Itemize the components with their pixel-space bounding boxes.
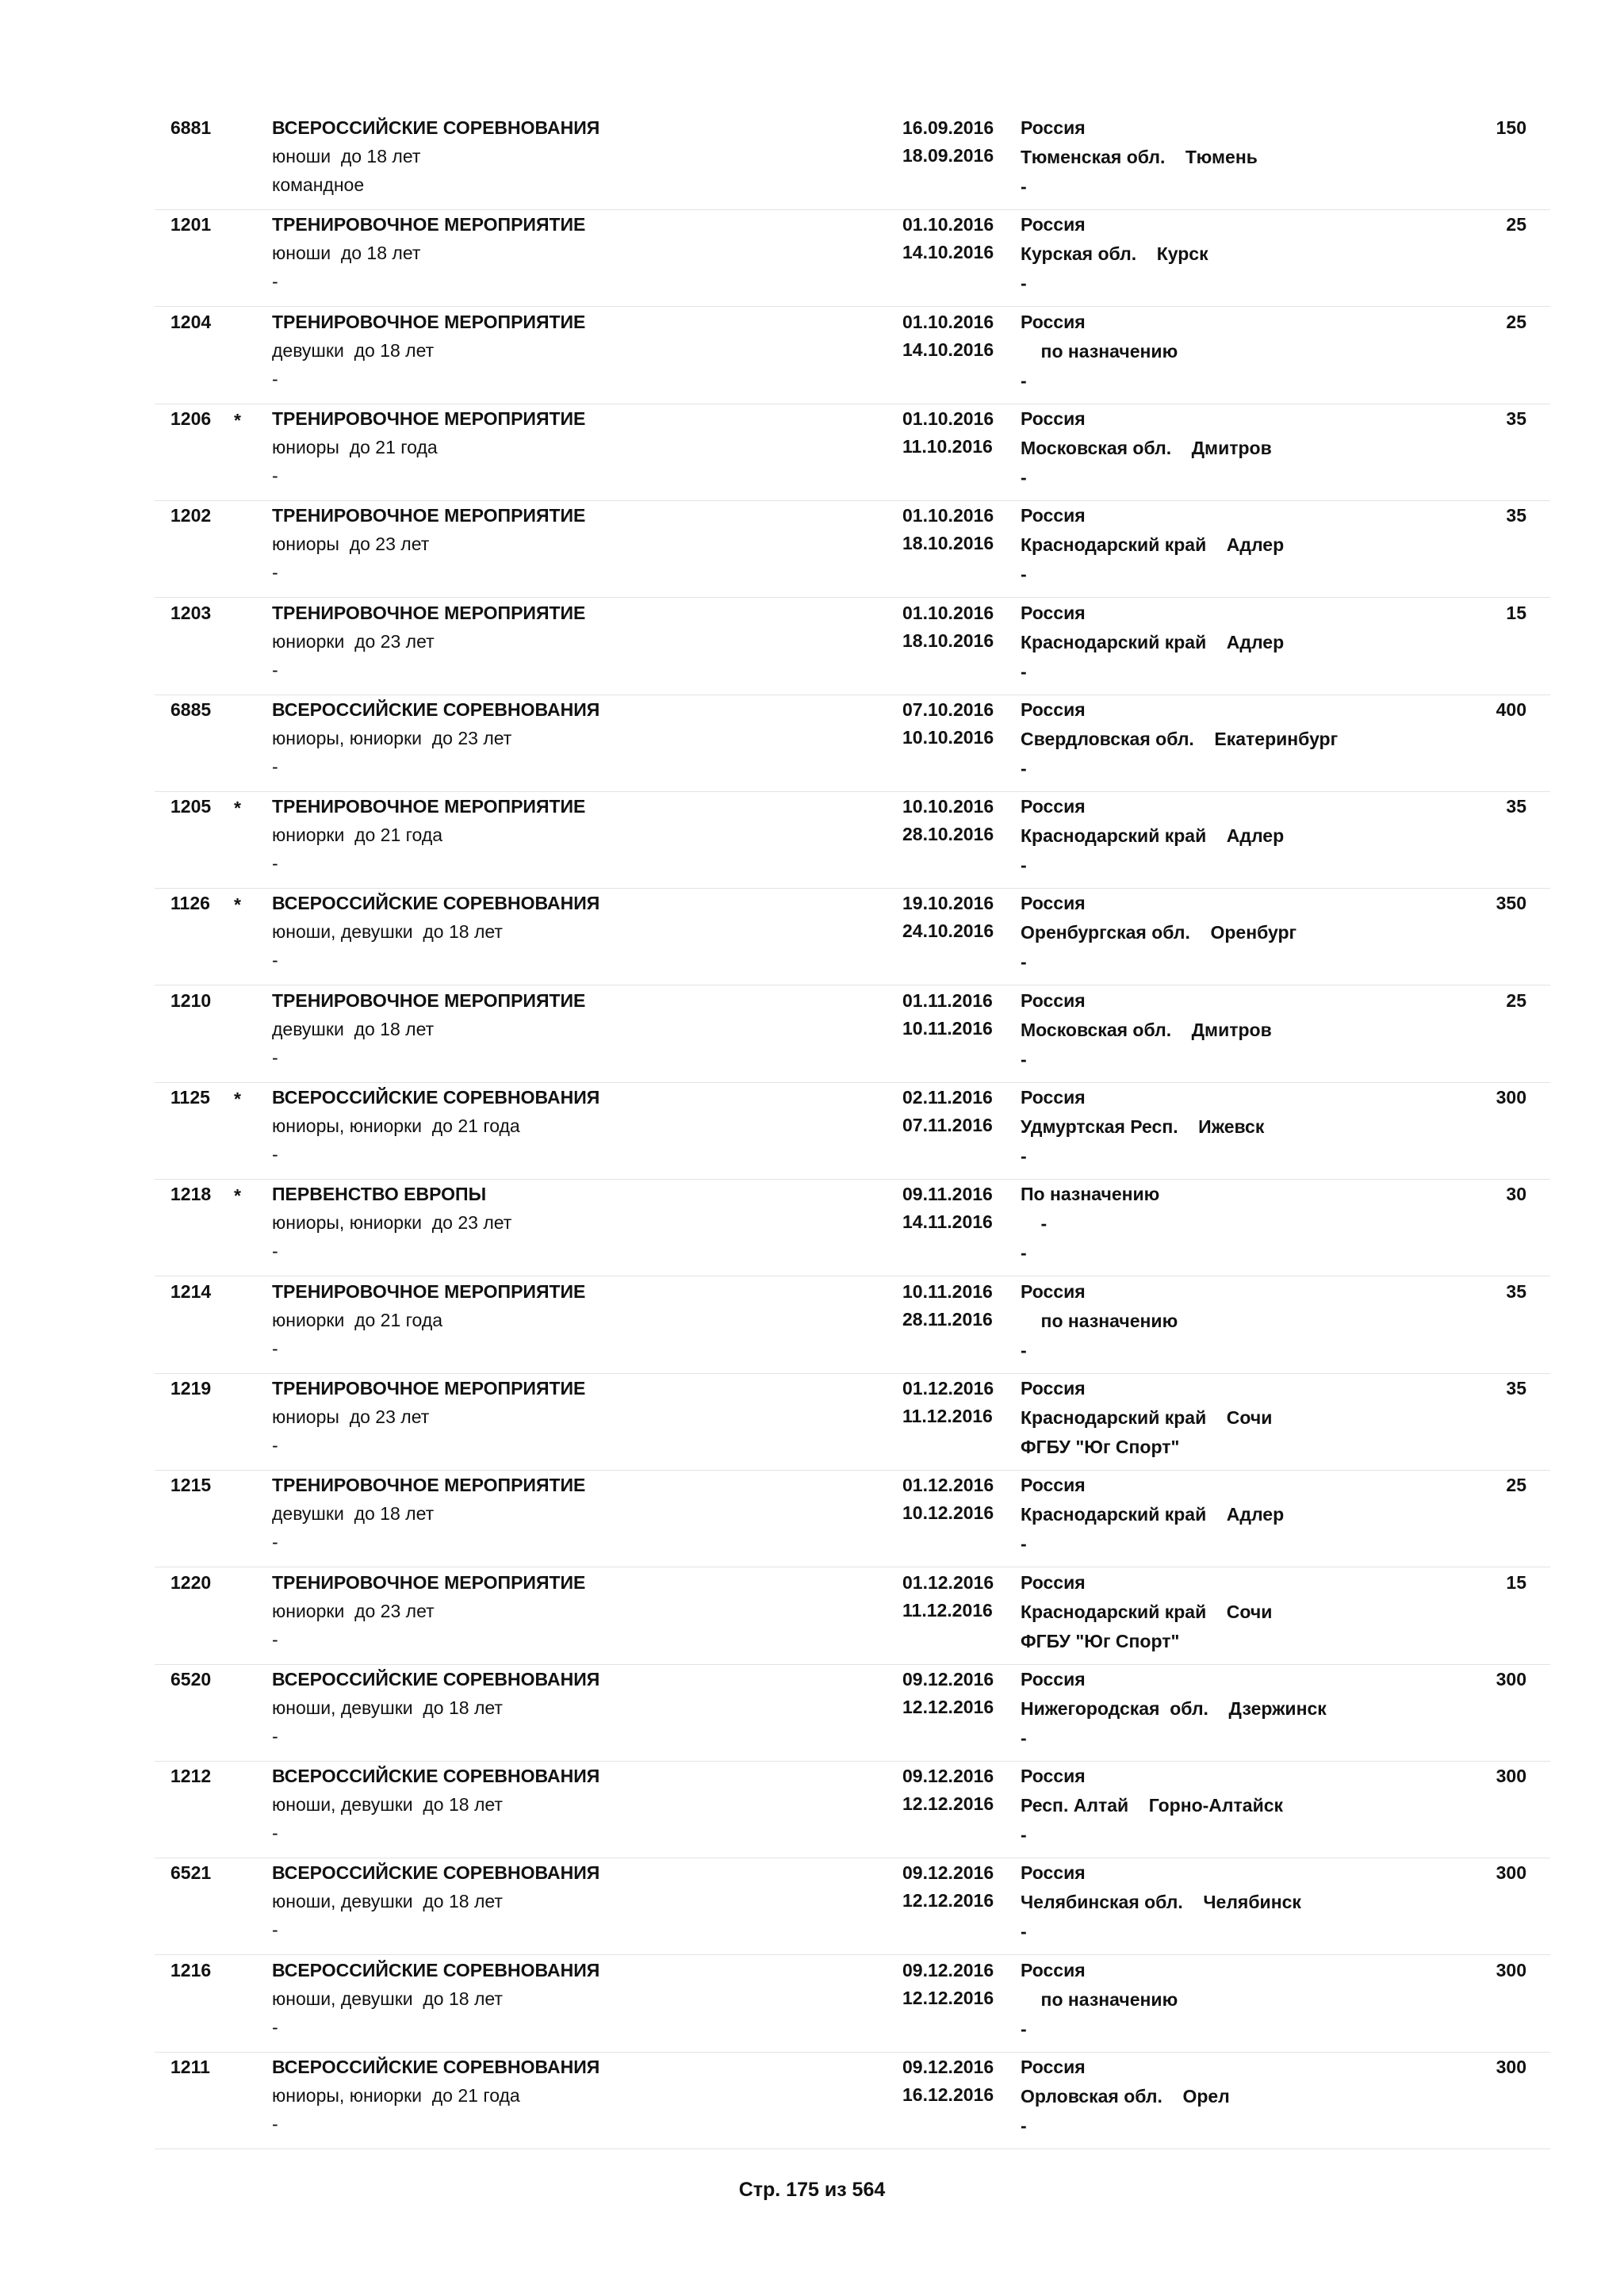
end-date: 11.12.2016 <box>902 1599 993 1621</box>
participant-count: 25 <box>1506 311 1526 332</box>
country: Россия <box>1021 1668 1086 1689</box>
participant-count: 350 <box>1496 893 1526 914</box>
country: Россия <box>1021 2057 1086 2077</box>
country: Россия <box>1021 1571 1086 1593</box>
event-title: ВСЕРОССИЙСКИЕ СОРЕВНОВАНИЯ <box>272 117 600 138</box>
event-title: ПЕРВЕНСТВО ЕВРОПЫ <box>272 1184 487 1205</box>
participant-count: 300 <box>1496 1766 1526 1787</box>
event-note: - <box>272 368 278 389</box>
event-note: - <box>272 1919 278 1941</box>
asterisk-mark: * <box>234 798 241 819</box>
event-id: 6521 <box>170 1862 212 1884</box>
age-group: юниоры, юниорки до 23 лет <box>272 1212 512 1234</box>
event-id: 1216 <box>170 1959 212 1980</box>
event-title: ТРЕНИРОВОЧНОЕ МЕРОПРИЯТИЕ <box>272 311 586 332</box>
end-date: 12.12.2016 <box>902 1987 994 2008</box>
event-title: ВСЕРОССИЙСКИЕ СОРЕВНОВАНИЯ <box>272 698 600 720</box>
event-row <box>155 113 1550 210</box>
start-date: 01.10.2016 <box>902 602 994 623</box>
event-row <box>155 1665 1550 1762</box>
participant-count: 300 <box>1496 1959 1526 1980</box>
start-date: 01.12.2016 <box>902 1377 994 1399</box>
country: По назначению <box>1021 1184 1160 1205</box>
event-row <box>155 889 1550 985</box>
participant-count: 35 <box>1506 408 1526 429</box>
age-group: юниорки до 23 лет <box>272 630 435 652</box>
event-row <box>155 1374 1550 1471</box>
country: Россия <box>1021 505 1086 526</box>
event-note: - <box>272 2114 278 2134</box>
region-city: Краснодарский край Адлер <box>1021 825 1285 847</box>
age-group: девушки до 18 лет <box>272 1018 435 1039</box>
event-note: - <box>272 853 278 874</box>
asterisk-mark: * <box>234 409 241 430</box>
age-group: юниоры до 23 лет <box>272 534 430 555</box>
participant-count: 300 <box>1496 1862 1526 1884</box>
event-title: ВСЕРОССИЙСКИЕ СОРЕВНОВАНИЯ <box>272 1087 600 1108</box>
participant-count: 400 <box>1496 698 1526 720</box>
event-id: 1215 <box>170 1475 212 1496</box>
region-city: Краснодарский край Адлер <box>1021 534 1285 556</box>
event-id: 1125 <box>170 1087 210 1108</box>
country: Россия <box>1021 989 1086 1011</box>
event-note: - <box>272 1241 278 1262</box>
region-city: Орловская обл. Орел <box>1021 2086 1230 2107</box>
event-note: - <box>272 1823 278 1844</box>
venue: - <box>1021 1242 1027 1264</box>
age-group: юниорки до 21 года <box>272 825 443 846</box>
start-date: 07.10.2016 <box>902 698 994 720</box>
country: Россия <box>1021 117 1086 138</box>
region-city: Тюменская обл. Тюмень <box>1021 147 1258 167</box>
country: Россия <box>1021 1280 1086 1302</box>
event-title: ТРЕНИРОВОЧНОЕ МЕРОПРИЯТИЕ <box>272 796 586 817</box>
country: Россия <box>1021 311 1086 332</box>
end-date: 10.11.2016 <box>902 1017 993 1039</box>
event-title: ТРЕНИРОВОЧНОЕ МЕРОПРИЯТИЕ <box>272 1377 586 1399</box>
region-city: по назначению <box>1021 1310 1178 1331</box>
participant-count: 35 <box>1506 1377 1526 1399</box>
event-note: - <box>272 2016 278 2038</box>
participant-count: 25 <box>1506 989 1526 1011</box>
age-group: юноши до 18 лет <box>272 146 421 166</box>
end-date: 14.11.2016 <box>902 1211 993 1233</box>
participant-count: 25 <box>1506 214 1526 235</box>
start-date: 10.11.2016 <box>902 1280 993 1302</box>
venue: - <box>1021 660 1027 682</box>
event-title: ТРЕНИРОВОЧНОЕ МЕРОПРИЯТИЕ <box>272 602 586 623</box>
event-row <box>155 1180 1550 1276</box>
event-row <box>155 599 1550 695</box>
event-title: ВСЕРОССИЙСКИЕ СОРЕВНОВАНИЯ <box>272 1766 600 1787</box>
end-date: 11.12.2016 <box>902 1405 993 1426</box>
start-date: 09.11.2016 <box>902 1184 993 1205</box>
event-note: - <box>272 1628 278 1650</box>
region-city: Московская обл. Дмитров <box>1021 1019 1272 1040</box>
region-city: Респ. Алтай Горно-Алтайск <box>1021 1795 1284 1816</box>
event-row <box>155 501 1550 598</box>
start-date: 10.10.2016 <box>902 796 994 817</box>
event-id: 6885 <box>170 698 212 720</box>
end-date: 28.10.2016 <box>902 824 994 845</box>
participant-count: 15 <box>1506 1571 1526 1593</box>
venue: - <box>1021 1824 1027 1846</box>
start-date: 01.12.2016 <box>902 1475 994 1496</box>
start-date: 09.12.2016 <box>902 1862 994 1884</box>
venue: - <box>1021 1339 1027 1360</box>
event-row <box>155 1568 1550 1665</box>
event-id: 1203 <box>170 602 212 623</box>
age-group: юниорки до 21 года <box>272 1309 443 1330</box>
country: Россия <box>1021 1862 1086 1884</box>
start-date: 01.10.2016 <box>902 505 994 526</box>
region-city: - <box>1021 1213 1048 1234</box>
event-row <box>155 1762 1550 1858</box>
participant-count: 35 <box>1506 1280 1526 1302</box>
region-city: Нижегородская обл. Дзержинск <box>1021 1697 1327 1719</box>
venue: - <box>1021 1048 1027 1070</box>
event-title: ВСЕРОССИЙСКИЕ СОРЕВНОВАНИЯ <box>272 1862 600 1884</box>
venue: - <box>1021 1921 1027 1942</box>
participant-count: 15 <box>1506 602 1526 623</box>
event-note: - <box>272 465 278 486</box>
event-title: ТРЕНИРОВОЧНОЕ МЕРОПРИЯТИЕ <box>272 505 586 526</box>
event-note: - <box>272 562 278 584</box>
region-city: по назначению <box>1021 1988 1178 2010</box>
venue: ФГБУ "Юг Спорт" <box>1021 1436 1180 1457</box>
event-id: 6881 <box>170 117 212 138</box>
venue: - <box>1021 757 1027 779</box>
event-row <box>155 1277 1550 1374</box>
event-row <box>155 695 1550 792</box>
event-row <box>155 1471 1550 1567</box>
age-group: юниорки до 23 лет <box>272 1600 435 1621</box>
event-title: ТРЕНИРОВОЧНОЕ МЕРОПРИЯТИЕ <box>272 1571 586 1593</box>
region-city: Курская обл. Курск <box>1021 243 1208 265</box>
asterisk-mark: * <box>234 1089 241 1109</box>
end-date: 11.10.2016 <box>902 435 993 457</box>
start-date: 09.12.2016 <box>902 1766 994 1787</box>
participant-count: 300 <box>1496 1087 1526 1108</box>
event-note: - <box>272 1434 278 1456</box>
age-group: юноши, девушки до 18 лет <box>272 1988 503 2009</box>
venue: - <box>1021 855 1027 876</box>
event-row <box>155 1858 1550 1955</box>
event-note: - <box>272 1047 278 1068</box>
start-date: 09.12.2016 <box>902 2057 994 2077</box>
participant-count: 25 <box>1506 1475 1526 1496</box>
page-number: Стр. 175 из 564 <box>738 2179 886 2201</box>
region-city: Краснодарский край Адлер <box>1021 631 1285 652</box>
country: Россия <box>1021 1087 1086 1108</box>
participant-count: 35 <box>1506 505 1526 526</box>
venue: - <box>1021 951 1027 973</box>
start-date: 02.11.2016 <box>902 1087 993 1108</box>
event-id: 1211 <box>170 2057 210 2077</box>
event-note: - <box>272 1725 278 1747</box>
end-date: 14.10.2016 <box>902 242 994 263</box>
event-note: - <box>272 1337 278 1359</box>
event-title: ТРЕНИРОВОЧНОЕ МЕРОПРИЯТИЕ <box>272 1280 586 1302</box>
event-id: 1204 <box>170 311 212 332</box>
start-date: 09.12.2016 <box>902 1668 994 1689</box>
venue: - <box>1021 1533 1027 1555</box>
venue: - <box>1021 466 1027 488</box>
country: Россия <box>1021 214 1086 235</box>
event-id: 1206 <box>170 408 212 429</box>
start-date: 01.11.2016 <box>902 989 993 1011</box>
event-id: 1202 <box>170 505 212 526</box>
end-date: 18.10.2016 <box>902 629 994 651</box>
participant-count: 300 <box>1496 1668 1526 1689</box>
event-title: ТРЕНИРОВОЧНОЕ МЕРОПРИЯТИЕ <box>272 214 586 235</box>
start-date: 16.09.2016 <box>902 117 994 138</box>
start-date: 01.10.2016 <box>902 214 994 235</box>
age-group: юноши, девушки до 18 лет <box>272 1891 503 1912</box>
venue: - <box>1021 2115 1027 2136</box>
event-row <box>155 1083 1550 1180</box>
end-date: 14.10.2016 <box>902 339 994 360</box>
age-group: юниоры до 23 лет <box>272 1406 430 1427</box>
age-group: девушки до 18 лет <box>272 1503 435 1525</box>
country: Россия <box>1021 1959 1086 1980</box>
event-title: ТРЕНИРОВОЧНОЕ МЕРОПРИЯТИЕ <box>272 1475 586 1496</box>
region-city: Удмуртская Респ. Ижевск <box>1021 1116 1265 1137</box>
venue: ФГБУ "Юг Спорт" <box>1021 1630 1180 1651</box>
age-group: юниоры, юниорки до 21 года <box>272 2085 520 2106</box>
venue: - <box>1021 1727 1027 1748</box>
country: Россия <box>1021 602 1086 623</box>
event-row <box>155 210 1550 307</box>
venue: - <box>1021 1146 1027 1166</box>
venue: - <box>1021 273 1027 294</box>
event-note: - <box>272 756 278 777</box>
participant-count: 300 <box>1496 2057 1526 2077</box>
event-note: командное <box>272 174 365 195</box>
age-group: юноши до 18 лет <box>272 243 421 264</box>
region-city: Московская обл. Дмитров <box>1021 437 1272 458</box>
event-title: ВСЕРОССИЙСКИЕ СОРЕВНОВАНИЯ <box>272 1668 600 1689</box>
event-title: ТРЕНИРОВОЧНОЕ МЕРОПРИЯТИЕ <box>272 408 586 429</box>
end-date: 18.10.2016 <box>902 533 994 554</box>
venue: - <box>1021 564 1027 585</box>
region-city: Краснодарский край Сочи <box>1021 1601 1273 1622</box>
end-date: 10.10.2016 <box>902 726 994 748</box>
event-id: 1220 <box>170 1571 212 1593</box>
end-date: 12.12.2016 <box>902 1793 994 1815</box>
venue: - <box>1021 176 1027 197</box>
event-id: 1219 <box>170 1377 212 1399</box>
event-note: - <box>272 271 278 293</box>
age-group: девушки до 18 лет <box>272 339 435 361</box>
end-date: 12.12.2016 <box>902 1696 994 1717</box>
participant-count: 35 <box>1506 796 1526 817</box>
event-id: 1201 <box>170 214 212 235</box>
event-row <box>155 792 1550 889</box>
age-group: юноши, девушки до 18 лет <box>272 921 503 943</box>
age-group: юниоры до 21 года <box>272 436 438 457</box>
event-id: 1214 <box>170 1280 212 1302</box>
age-group: юниоры, юниорки до 23 лет <box>272 727 512 748</box>
event-row <box>155 308 1550 404</box>
start-date: 19.10.2016 <box>902 893 994 914</box>
event-row <box>155 2053 1550 2149</box>
event-title: ВСЕРОССИЙСКИЕ СОРЕВНОВАНИЯ <box>272 1959 600 1980</box>
event-note: - <box>272 1144 278 1165</box>
venue: - <box>1021 369 1027 391</box>
country: Россия <box>1021 893 1086 914</box>
start-date: 09.12.2016 <box>902 1959 994 1980</box>
event-title: ТРЕНИРОВОЧНОЕ МЕРОПРИЯТИЕ <box>272 989 586 1011</box>
event-row <box>155 1956 1550 2053</box>
event-row <box>155 404 1550 501</box>
start-date: 01.10.2016 <box>902 408 994 429</box>
region-city: Челябинская обл. Челябинск <box>1021 1892 1301 1913</box>
participant-count: 30 <box>1506 1184 1526 1205</box>
event-note: - <box>272 1532 278 1553</box>
event-id: 1210 <box>170 989 212 1011</box>
end-date: 28.11.2016 <box>902 1308 993 1330</box>
country: Россия <box>1021 1377 1086 1399</box>
participant-count: 150 <box>1496 117 1526 138</box>
end-date: 10.12.2016 <box>902 1502 994 1524</box>
country: Россия <box>1021 1766 1086 1787</box>
end-date: 18.09.2016 <box>902 145 994 166</box>
region-city: Краснодарский край Сочи <box>1021 1406 1273 1428</box>
event-note: - <box>272 659 278 680</box>
event-id: 1126 <box>170 893 210 914</box>
age-group: юноши, девушки до 18 лет <box>272 1697 503 1718</box>
event-id: 1212 <box>170 1766 212 1787</box>
start-date: 01.10.2016 <box>902 311 994 332</box>
end-date: 12.12.2016 <box>902 1890 994 1911</box>
end-date: 16.12.2016 <box>902 2084 994 2105</box>
country: Россия <box>1021 1475 1086 1496</box>
age-group: юноши, девушки до 18 лет <box>272 1794 503 1816</box>
end-date: 07.11.2016 <box>902 1115 993 1135</box>
region-city: Краснодарский край Адлер <box>1021 1504 1285 1525</box>
event-note: - <box>272 950 278 971</box>
asterisk-mark: * <box>234 894 241 916</box>
country: Россия <box>1021 408 1086 429</box>
event-title: ВСЕРОССИЙСКИЕ СОРЕВНОВАНИЯ <box>272 2057 600 2077</box>
event-row <box>155 986 1550 1083</box>
start-date: 01.12.2016 <box>902 1571 994 1593</box>
venue: - <box>1021 2018 1027 2039</box>
country: Россия <box>1021 698 1086 720</box>
event-id: 1218 <box>170 1184 212 1205</box>
age-group: юниоры, юниорки до 21 года <box>272 1115 520 1136</box>
event-id: 1205 <box>170 796 212 817</box>
region-city: по назначению <box>1021 340 1178 362</box>
event-title: ВСЕРОССИЙСКИЕ СОРЕВНОВАНИЯ <box>272 893 600 914</box>
event-id: 6520 <box>170 1668 212 1689</box>
country: Россия <box>1021 796 1086 817</box>
region-city: Оренбургская обл. Оренбург <box>1021 922 1297 943</box>
asterisk-mark: * <box>234 1185 241 1207</box>
region-city: Свердловская обл. Екатеринбург <box>1021 728 1339 749</box>
end-date: 24.10.2016 <box>902 920 994 942</box>
